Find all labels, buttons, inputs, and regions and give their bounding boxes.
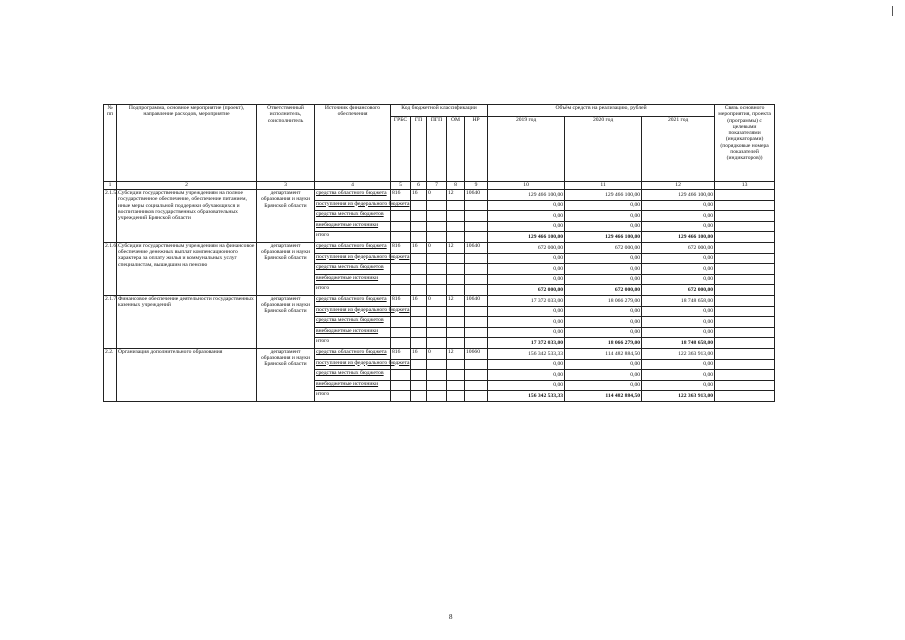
budget-code-cell: 816 bbox=[391, 295, 411, 306]
amount-cell: 156 342 533,33 bbox=[488, 348, 565, 359]
amount-cell: 114 482 884,50 bbox=[565, 348, 642, 359]
amount-cell: 672 000,00 bbox=[642, 285, 715, 296]
budget-code-cell bbox=[465, 200, 488, 211]
amount-cell: 129 466 100,00 bbox=[488, 190, 565, 201]
header-code-grbs: ГРБС bbox=[391, 117, 411, 182]
amount-cell: 672 000,00 bbox=[565, 242, 642, 253]
budget-code-cell bbox=[465, 274, 488, 285]
link-cell bbox=[715, 285, 775, 296]
amount-cell: 122 363 913,00 bbox=[642, 391, 715, 402]
budget-code-cell bbox=[465, 370, 488, 381]
amount-cell: 672 000,00 bbox=[488, 242, 565, 253]
header-code-gp: ГП bbox=[411, 117, 427, 182]
source-label: средства местных бюджетов bbox=[315, 264, 391, 275]
budget-code-cell bbox=[427, 285, 447, 296]
source-label: средства местных бюджетов bbox=[315, 317, 391, 328]
amount-cell: 0,00 bbox=[642, 317, 715, 328]
header-source: Источник финансового обеспечения bbox=[315, 105, 391, 182]
amount-cell: 0,00 bbox=[488, 380, 565, 391]
budget-code-cell bbox=[465, 221, 488, 232]
source-label: поступления из федерального бюджета bbox=[315, 253, 391, 264]
budget-code-cell: 16 bbox=[411, 242, 427, 253]
header-code-nr: НР bbox=[465, 117, 488, 182]
budget-code-cell: 16 bbox=[411, 295, 427, 306]
budget-code-cell: 10660 bbox=[465, 348, 488, 359]
budget-code-cell bbox=[411, 253, 427, 264]
budget-code-cell bbox=[427, 200, 447, 211]
amount-cell: 0,00 bbox=[565, 317, 642, 328]
link-cell bbox=[715, 295, 775, 306]
budget-code-cell: 16 bbox=[411, 190, 427, 201]
col-number: 4 bbox=[315, 182, 391, 190]
col-number: 7 bbox=[427, 182, 447, 190]
header-num: № пп bbox=[104, 105, 117, 182]
source-label: поступления из федерального бюджета bbox=[315, 359, 391, 370]
amount-cell: 0,00 bbox=[488, 317, 565, 328]
budget-code-cell bbox=[411, 380, 427, 391]
budget-code-cell: 816 bbox=[391, 348, 411, 359]
section-name: Финансовое обеспечение деятельности государственных казенных учреждений bbox=[117, 295, 257, 348]
section-row bbox=[104, 295, 775, 306]
header-code-pgp: ПГП bbox=[427, 117, 447, 182]
amount-cell: 18 748 658,00 bbox=[642, 295, 715, 306]
header-code-om: ОМ bbox=[447, 117, 465, 182]
budget-code-cell: 12 bbox=[447, 190, 465, 201]
source-label: средства местных бюджетов bbox=[315, 370, 391, 381]
amount-cell: 129 466 100,00 bbox=[488, 232, 565, 243]
amount-cell: 0,00 bbox=[642, 200, 715, 211]
budget-code-cell bbox=[465, 285, 488, 296]
col-number: 12 bbox=[642, 182, 715, 190]
amount-cell: 0,00 bbox=[642, 370, 715, 381]
amount-cell: 672 000,00 bbox=[488, 285, 565, 296]
amount-cell: 0,00 bbox=[565, 370, 642, 381]
link-cell bbox=[715, 348, 775, 359]
budget-code-cell bbox=[447, 221, 465, 232]
budget-code-cell: 816 bbox=[391, 190, 411, 201]
source-label: средства местных бюджетов bbox=[315, 211, 391, 222]
page-number: 8 bbox=[449, 613, 453, 621]
section-num: 2.1.7. bbox=[104, 295, 117, 348]
budget-code-cell bbox=[447, 211, 465, 222]
col-number: 8 bbox=[447, 182, 465, 190]
budget-code-cell bbox=[411, 370, 427, 381]
budget-code-cell bbox=[391, 391, 411, 402]
budget-code-cell bbox=[391, 264, 411, 275]
amount-cell: 0,00 bbox=[488, 359, 565, 370]
col-number: 1 bbox=[104, 182, 117, 190]
link-cell bbox=[715, 317, 775, 328]
budget-code-cell: 16 bbox=[411, 348, 427, 359]
amount-cell: 0,00 bbox=[565, 359, 642, 370]
column-number-row bbox=[104, 182, 775, 190]
section-name: Организация дополнительного образования bbox=[117, 348, 257, 401]
col-number: 10 bbox=[488, 182, 565, 190]
amount-cell: 18 066 279,00 bbox=[565, 295, 642, 306]
amount-cell: 156 342 533,33 bbox=[488, 391, 565, 402]
source-label: итого bbox=[315, 232, 391, 243]
header-year-2019: 2019 год bbox=[488, 117, 565, 182]
source-label: внебюджетные источники bbox=[315, 221, 391, 232]
section-num: 2.1.6. bbox=[104, 242, 117, 295]
budget-code-cell bbox=[465, 264, 488, 275]
budget-code-cell bbox=[447, 200, 465, 211]
amount-cell: 0,00 bbox=[642, 306, 715, 317]
budget-code-cell bbox=[465, 211, 488, 222]
budget-code-cell bbox=[465, 327, 488, 338]
budget-code-cell bbox=[411, 327, 427, 338]
budget-code-cell bbox=[447, 306, 465, 317]
header-link: Связь основного мероприятия, проекта (программы) с целевыми показателями (индикаторами) (порядковые номера показателей (индикаторов)) bbox=[715, 105, 775, 182]
source-label: средства областного бюджета bbox=[315, 190, 391, 201]
budget-code-cell bbox=[427, 221, 447, 232]
budget-code-cell bbox=[447, 264, 465, 275]
link-cell bbox=[715, 200, 775, 211]
amount-cell: 0,00 bbox=[642, 253, 715, 264]
budget-code-cell bbox=[465, 338, 488, 349]
amount-cell: 0,00 bbox=[488, 306, 565, 317]
col-number: 6 bbox=[411, 182, 427, 190]
source-label: внебюджетные источники bbox=[315, 380, 391, 391]
scan-edge-mark bbox=[892, 6, 893, 16]
budget-code-cell bbox=[447, 253, 465, 264]
section-name: Субсидии государственным учреждениям на финансовое обеспечение денежных выплат компенсационного характера за оплату жилья и коммунальных услуг специалистам, вышедшим на пенсию bbox=[117, 242, 257, 295]
amount-cell: 17 372 033,00 bbox=[488, 338, 565, 349]
amount-cell: 0,00 bbox=[565, 327, 642, 338]
budget-code-cell bbox=[411, 200, 427, 211]
source-label: поступления из федерального бюджета bbox=[315, 200, 391, 211]
budget-code-cell: 0 bbox=[427, 190, 447, 201]
header-year-2020: 2020 год bbox=[565, 117, 642, 182]
source-label: внебюджетные источники bbox=[315, 327, 391, 338]
source-label: средства областного бюджета bbox=[315, 295, 391, 306]
link-cell bbox=[715, 253, 775, 264]
amount-cell: 114 482 884,50 bbox=[565, 391, 642, 402]
budget-code-cell bbox=[447, 391, 465, 402]
amount-cell: 0,00 bbox=[488, 253, 565, 264]
budget-code-cell bbox=[465, 306, 488, 317]
link-cell bbox=[715, 380, 775, 391]
budget-code-cell bbox=[411, 338, 427, 349]
budget-code-cell bbox=[447, 232, 465, 243]
amount-cell: 0,00 bbox=[565, 200, 642, 211]
budget-code-cell bbox=[447, 285, 465, 296]
header-budget-code: Код бюджетной классификации bbox=[391, 105, 488, 117]
budget-code-cell bbox=[391, 370, 411, 381]
link-cell bbox=[715, 274, 775, 285]
header-year-2021: 2021 год bbox=[642, 117, 715, 182]
budget-code-cell bbox=[391, 274, 411, 285]
budget-code-cell: 0 bbox=[427, 242, 447, 253]
amount-cell: 129 466 100,00 bbox=[565, 232, 642, 243]
budget-code-cell bbox=[391, 327, 411, 338]
section-name: Субсидии государственным учреждениям на полное государственное обеспечение, обеспечение питанием, иные меры социальной поддержки обучающихся и воспитанников государственных образовательных учреждений Брянской области bbox=[117, 190, 257, 243]
amount-cell: 0,00 bbox=[565, 306, 642, 317]
link-cell bbox=[715, 232, 775, 243]
amount-cell: 0,00 bbox=[565, 264, 642, 275]
amount-cell: 0,00 bbox=[642, 327, 715, 338]
budget-code-cell bbox=[427, 391, 447, 402]
link-cell bbox=[715, 338, 775, 349]
budget-code-cell bbox=[465, 380, 488, 391]
amount-cell: 0,00 bbox=[642, 211, 715, 222]
source-label: итого bbox=[315, 338, 391, 349]
budget-code-cell bbox=[427, 306, 447, 317]
budget-code-cell bbox=[391, 211, 411, 222]
amount-cell: 122 363 913,00 bbox=[642, 348, 715, 359]
budget-table bbox=[103, 104, 775, 402]
section-responsible: департамент образования и науки Брянской области bbox=[257, 348, 315, 401]
budget-code-cell bbox=[427, 317, 447, 328]
link-cell bbox=[715, 264, 775, 275]
section-row bbox=[104, 242, 775, 253]
budget-code-cell bbox=[411, 306, 427, 317]
budget-code-cell: 0 bbox=[427, 295, 447, 306]
budget-code-cell: 12 bbox=[447, 242, 465, 253]
link-cell bbox=[715, 370, 775, 381]
header-volume: Объём средств на реализацию, рублей bbox=[488, 105, 715, 117]
amount-cell: 672 000,00 bbox=[565, 285, 642, 296]
budget-code-cell bbox=[447, 338, 465, 349]
budget-code-cell bbox=[411, 359, 427, 370]
budget-code-cell bbox=[427, 211, 447, 222]
section-responsible: департамент образования и науки Брянской области bbox=[257, 242, 315, 295]
budget-code-cell: 10640 bbox=[465, 242, 488, 253]
budget-code-cell bbox=[427, 232, 447, 243]
link-cell bbox=[715, 211, 775, 222]
amount-cell: 0,00 bbox=[642, 359, 715, 370]
budget-code-cell bbox=[447, 274, 465, 285]
col-number: 2 bbox=[117, 182, 257, 190]
section-num: 2.1.5. bbox=[104, 190, 117, 243]
budget-code-cell bbox=[447, 370, 465, 381]
amount-cell: 0,00 bbox=[488, 221, 565, 232]
source-label: итого bbox=[315, 391, 391, 402]
budget-code-cell bbox=[411, 211, 427, 222]
link-cell bbox=[715, 190, 775, 201]
budget-code-cell bbox=[427, 380, 447, 391]
amount-cell: 18 066 279,00 bbox=[565, 338, 642, 349]
budget-code-cell bbox=[447, 380, 465, 391]
source-label: внебюджетные источники bbox=[315, 274, 391, 285]
amount-cell: 0,00 bbox=[488, 211, 565, 222]
section-num: 2.2. bbox=[104, 348, 117, 401]
amount-cell: 129 466 100,00 bbox=[642, 190, 715, 201]
amount-cell: 0,00 bbox=[565, 253, 642, 264]
link-cell bbox=[715, 306, 775, 317]
budget-code-cell: 12 bbox=[447, 295, 465, 306]
budget-code-cell bbox=[391, 338, 411, 349]
budget-code-cell: 12 bbox=[447, 348, 465, 359]
budget-code-cell: 816 bbox=[391, 242, 411, 253]
budget-code-cell bbox=[427, 370, 447, 381]
header-responsible: Ответственный исполнитель, соисполнитель bbox=[257, 105, 315, 182]
amount-cell: 0,00 bbox=[642, 264, 715, 275]
budget-code-cell bbox=[411, 221, 427, 232]
amount-cell: 0,00 bbox=[488, 327, 565, 338]
amount-cell: 0,00 bbox=[565, 274, 642, 285]
amount-cell: 672 000,00 bbox=[642, 242, 715, 253]
budget-code-cell: 0 bbox=[427, 348, 447, 359]
amount-cell: 0,00 bbox=[565, 380, 642, 391]
amount-cell: 0,00 bbox=[488, 370, 565, 381]
amount-cell: 0,00 bbox=[488, 264, 565, 275]
amount-cell: 0,00 bbox=[565, 211, 642, 222]
col-number: 3 bbox=[257, 182, 315, 190]
budget-code-cell bbox=[465, 253, 488, 264]
budget-code-cell bbox=[411, 317, 427, 328]
section-row bbox=[104, 348, 775, 359]
amount-cell: 0,00 bbox=[642, 380, 715, 391]
col-number: 9 bbox=[465, 182, 488, 190]
amount-cell: 0,00 bbox=[488, 274, 565, 285]
link-cell bbox=[715, 327, 775, 338]
section-responsible: департамент образования и науки Брянской области bbox=[257, 190, 315, 243]
link-cell bbox=[715, 359, 775, 370]
budget-code-cell bbox=[391, 317, 411, 328]
amount-cell: 129 466 100,00 bbox=[565, 190, 642, 201]
budget-code-cell bbox=[391, 232, 411, 243]
section-responsible: департамент образования и науки Брянской области bbox=[257, 295, 315, 348]
col-number: 13 bbox=[715, 182, 775, 190]
amount-cell: 18 748 658,00 bbox=[642, 338, 715, 349]
budget-code-cell bbox=[411, 274, 427, 285]
budget-code-cell bbox=[411, 264, 427, 275]
budget-code-cell bbox=[391, 221, 411, 232]
amount-cell: 0,00 bbox=[642, 221, 715, 232]
budget-code-cell bbox=[391, 380, 411, 391]
amount-cell: 0,00 bbox=[488, 200, 565, 211]
budget-code-cell bbox=[465, 359, 488, 370]
budget-code-cell bbox=[447, 327, 465, 338]
col-number: 5 bbox=[391, 182, 411, 190]
budget-code-cell bbox=[447, 317, 465, 328]
link-cell bbox=[715, 242, 775, 253]
budget-code-cell bbox=[447, 359, 465, 370]
budget-code-cell bbox=[427, 359, 447, 370]
link-cell bbox=[715, 391, 775, 402]
budget-code-cell bbox=[391, 285, 411, 296]
budget-code-cell: 10640 bbox=[465, 190, 488, 201]
budget-code-cell bbox=[427, 264, 447, 275]
col-number: 11 bbox=[565, 182, 642, 190]
source-label: средства областного бюджета bbox=[315, 348, 391, 359]
budget-code-cell bbox=[411, 285, 427, 296]
amount-cell: 0,00 bbox=[642, 274, 715, 285]
amount-cell: 129 466 100,00 bbox=[642, 232, 715, 243]
amount-cell: 17 372 033,00 bbox=[488, 295, 565, 306]
budget-code-cell bbox=[411, 232, 427, 243]
source-label: поступления из федерального бюджета bbox=[315, 306, 391, 317]
budget-code-cell bbox=[465, 317, 488, 328]
budget-code-cell bbox=[427, 327, 447, 338]
budget-code-cell bbox=[411, 391, 427, 402]
amount-cell: 0,00 bbox=[565, 221, 642, 232]
header-subprogram: Подпрограмма, основное мероприятие (проект), направление расходов, мероприятие bbox=[117, 105, 257, 182]
budget-code-cell bbox=[465, 391, 488, 402]
section-row bbox=[104, 190, 775, 201]
link-cell bbox=[715, 221, 775, 232]
budget-code-cell bbox=[427, 253, 447, 264]
source-label: средства областного бюджета bbox=[315, 242, 391, 253]
budget-code-cell bbox=[427, 338, 447, 349]
source-label: итого bbox=[315, 285, 391, 296]
budget-code-cell bbox=[427, 274, 447, 285]
budget-code-cell bbox=[465, 232, 488, 243]
budget-code-cell: 10640 bbox=[465, 295, 488, 306]
